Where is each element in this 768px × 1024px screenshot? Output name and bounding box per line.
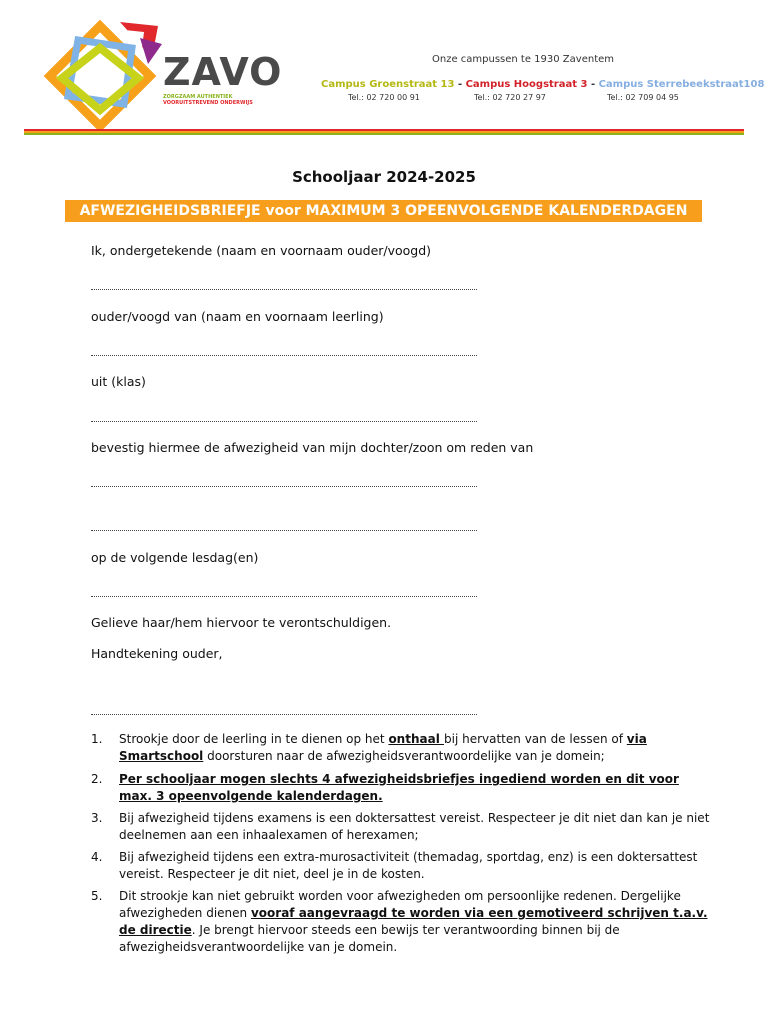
campus-name: Campus Hoogstraat 3 — [465, 79, 588, 90]
tagline-line2: VOORUITSTREVEND ONDERWIJS — [163, 100, 253, 106]
fill-line-days[interactable] — [91, 596, 477, 597]
form-banner: AFWEZIGHEIDSBRIEFJE voor MAXIMUM 3 OPEENVOLGENDE KALENDERDAGEN — [65, 200, 702, 222]
fill-line-student[interactable] — [91, 355, 477, 356]
campus-phone: Tel.: 02 720 27 97 — [474, 93, 546, 102]
campus-list — [321, 79, 764, 90]
form-label-days: op de volgende lesdag(en) — [91, 550, 259, 565]
form-label-student: ouder/voogd van (naam en voornaam leerling) — [91, 309, 384, 324]
fill-line-reason-1[interactable] — [91, 486, 477, 487]
tagline-line1: ZORGZAAM AUTHENTIEK — [163, 94, 233, 100]
fill-line-signature[interactable] — [91, 714, 477, 715]
campus-phone: Tel.: 02 709 04 95 — [607, 93, 679, 102]
form-label-parent: Ik, ondergetekende (naam en voornaam ouder/voogd) — [91, 243, 432, 258]
fill-line-parent[interactable] — [91, 289, 477, 290]
page-title: Schooljaar 2024-2025 — [292, 168, 476, 186]
fill-line-reason-2[interactable] — [91, 530, 477, 531]
list-number: 5. — [91, 889, 103, 903]
form-label-class: uit (klas) — [91, 374, 146, 389]
list-number: 4. — [91, 850, 103, 864]
form-label-reason: bevestig hiermee de afwezigheid van mijn dochter/zoon om reden van — [91, 440, 534, 455]
list-text: Bij afwezigheid tijdens examens is een doktersattest vereist. Respecteer je dit niet dan kan je niet deelnemen aan een inhaalexamen of herexamen; — [119, 811, 710, 842]
list-text: Dit strookje kan niet gebruikt worden voor afwezigheden om persoonlijke redenen. Dergelijke afwezigheden dienen vooraf aangevraagd te worden via een gemotiveerd schrijven t.a.v. de directie. Je brengt hiervoor steeds een bewijs ter verantwoording binnen bij de afwezigheidsverantwoordelijke van je domein. — [119, 889, 708, 954]
stripe-green — [24, 133, 744, 135]
header-stripes — [24, 129, 744, 135]
form-excuse-text: Gelieve haar/hem hiervoor te verontschuldigen. — [91, 615, 392, 630]
campus-separator: - — [454, 79, 466, 90]
fill-line-class[interactable] — [91, 421, 477, 422]
campus-name: Campus Sterrebeekstraat108 — [598, 79, 765, 90]
brand-tagline — [163, 94, 253, 106]
list-number: 1. — [91, 732, 103, 746]
campus-title: Onze campussen te 1930 Zaventem — [432, 54, 615, 65]
campus-phone: Tel.: 02 720 00 91 — [348, 93, 420, 102]
letterhead — [0, 0, 768, 140]
zavo-logo-icon — [40, 18, 165, 133]
list-number: 2. — [91, 772, 103, 786]
form-label-signature: Handtekening ouder, — [91, 646, 223, 661]
campus-name: Campus Groenstraat 13 — [321, 79, 455, 90]
list-number: 3. — [91, 811, 103, 825]
brand-name: ZAVO — [163, 50, 283, 94]
list-text: Per schooljaar mogen slechts 4 afwezigheidsbriefjes ingediend worden en dit voor max. 3 opeenvolgende kalenderdagen. — [119, 772, 679, 803]
campus-separator: - — [587, 79, 599, 90]
list-text: Strookje door de leerling in te dienen op het onthaal bij hervatten van de lessen of via Smartschool doorsturen naar de afwezigheidsverantwoordelijke van je domein; — [119, 732, 647, 763]
list-text: Bij afwezigheid tijdens een extra-murosactiviteit (themadag, sportdag, enz) is een doktersattest vereist. Respecteer je dit niet, deel je in de kosten. — [119, 850, 698, 881]
